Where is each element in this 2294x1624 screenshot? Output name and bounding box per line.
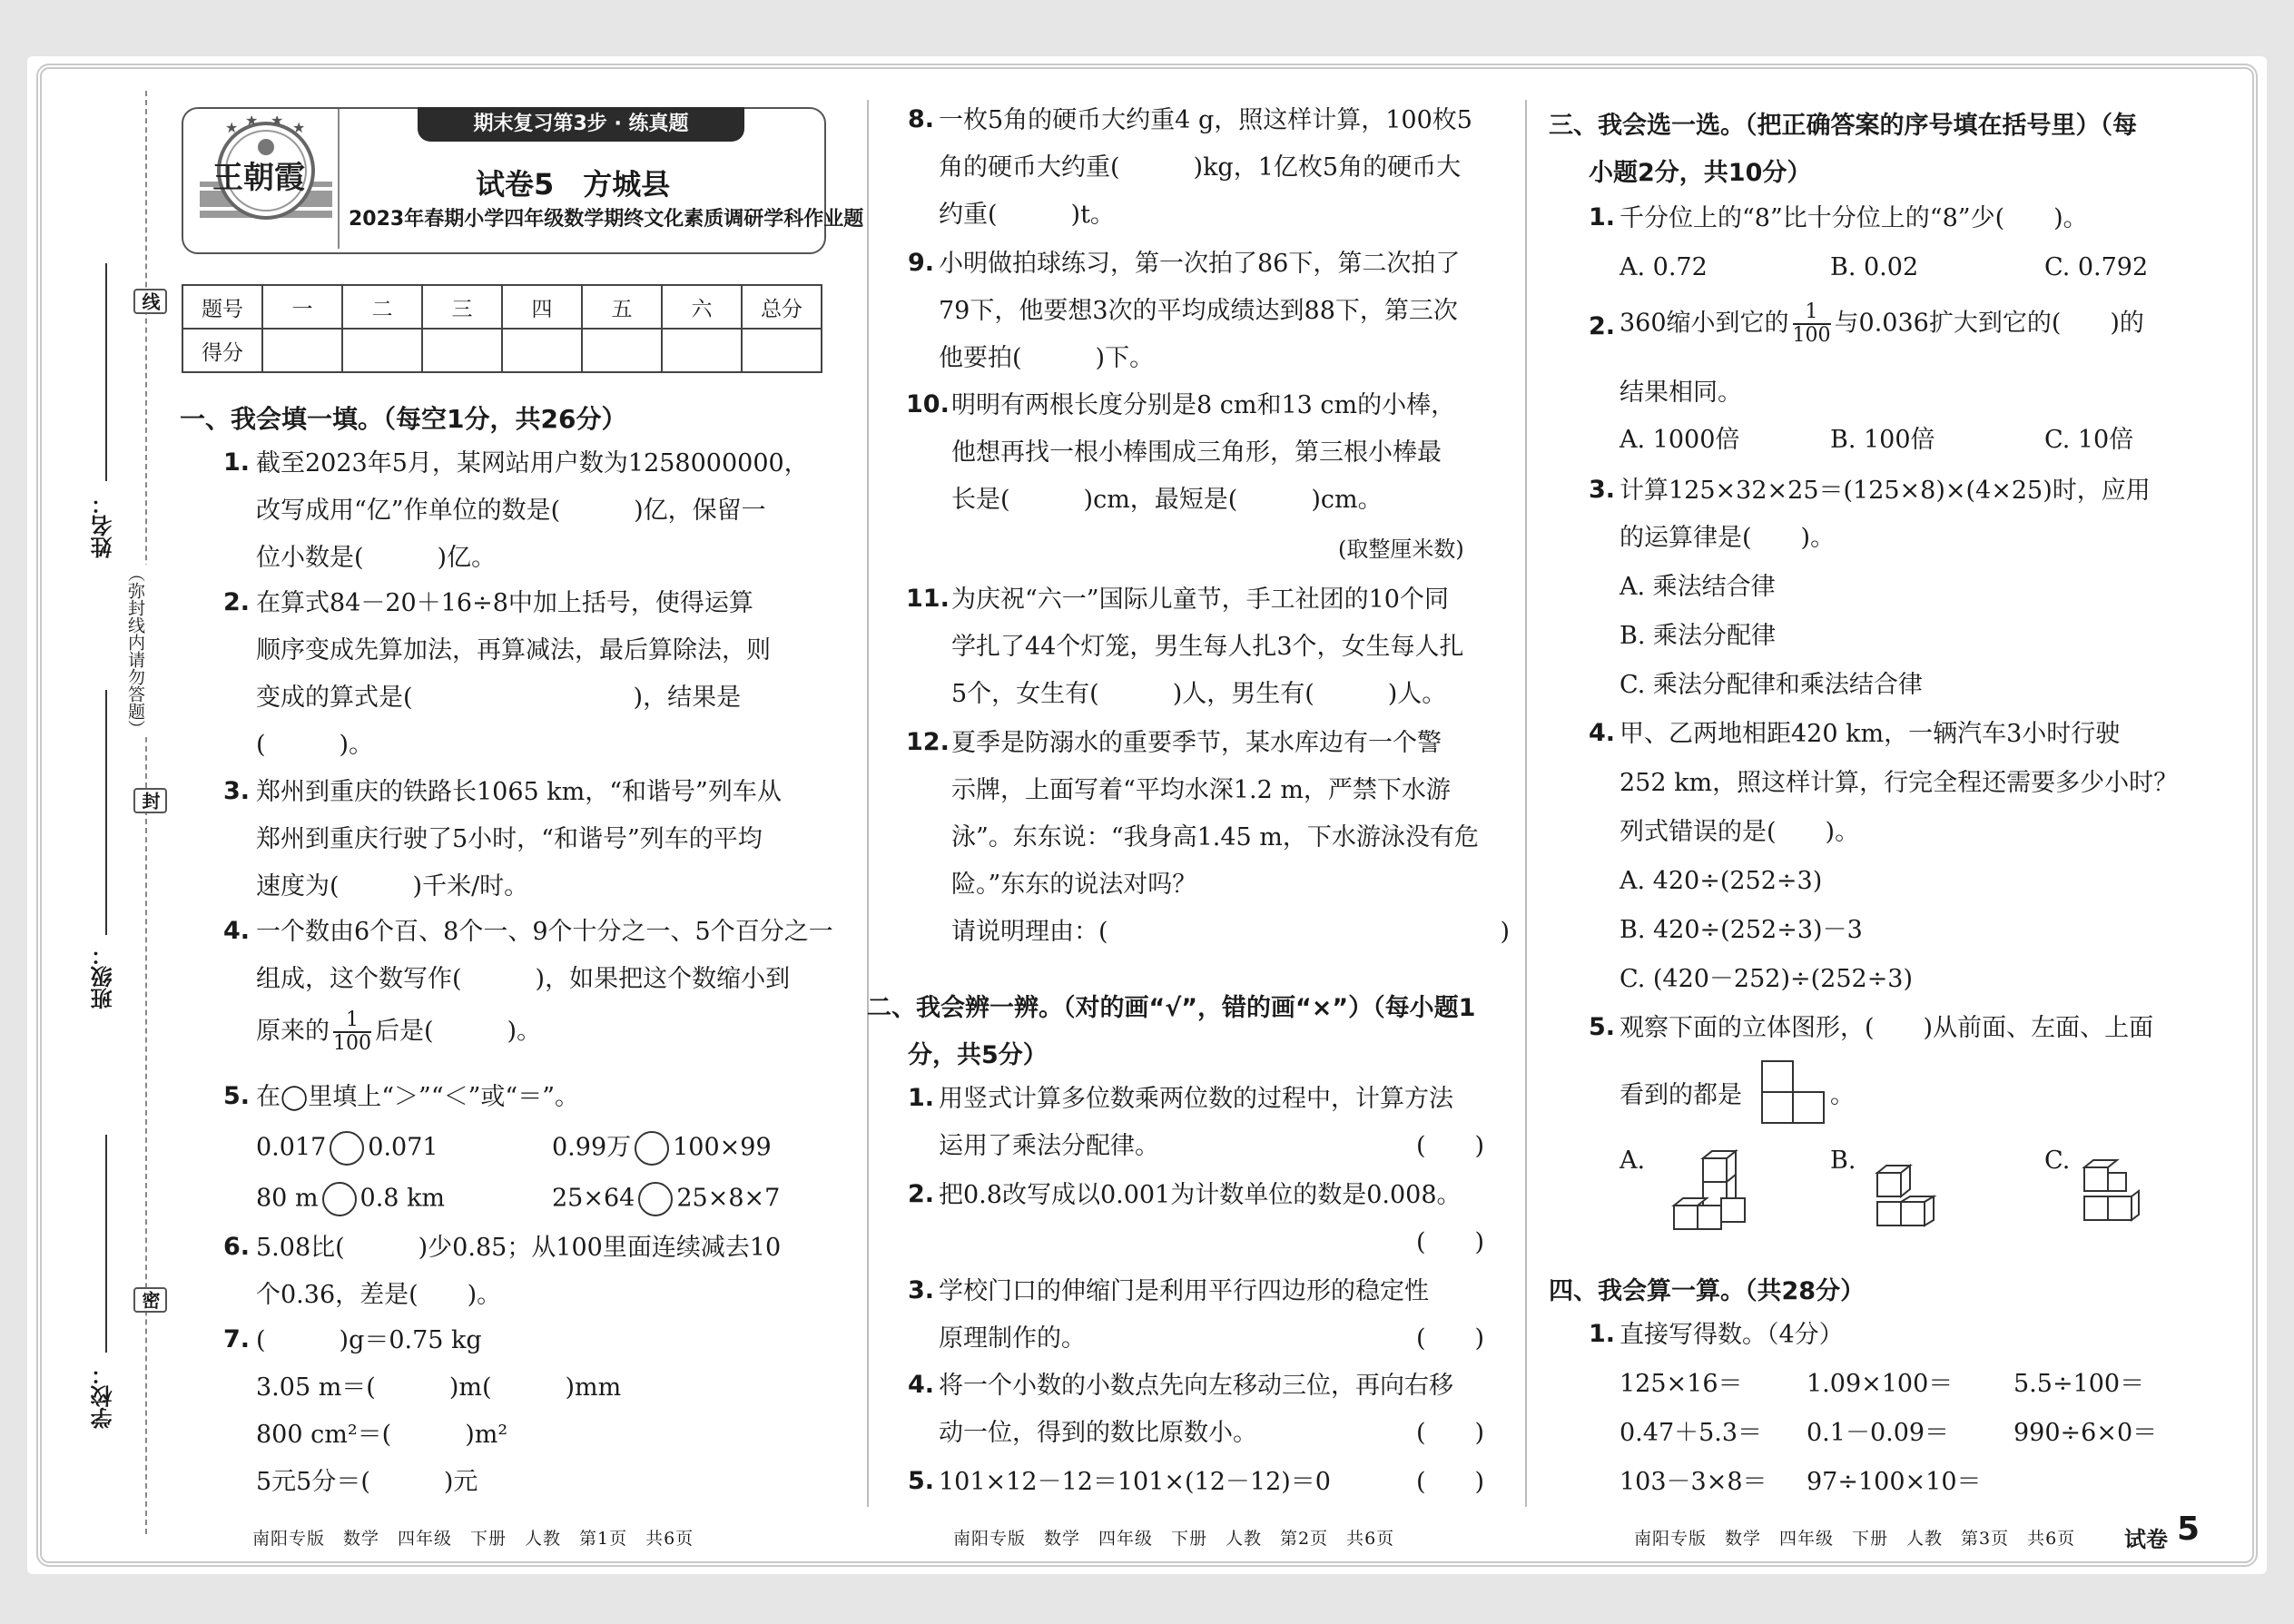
c5-line: 看到的都是 [1620, 1081, 1742, 1109]
q12-line: 示牌，上面写着“平均水深1.2 m，严禁下水游 [951, 776, 1451, 804]
c4-line: 列式错误的是( )。 [1620, 818, 1860, 846]
score-cell[interactable] [662, 329, 742, 372]
q11-line: 学扎了44个灯笼，男生每人扎3个，女生每人扎 [951, 633, 1464, 661]
q1-line: 位小数是( )亿。 [256, 544, 497, 572]
fraction-numerator: 1 [1805, 300, 1818, 323]
q6-number: 6. [223, 1233, 251, 1261]
c4-option-a[interactable]: A. 420÷(252÷3) [1620, 867, 1823, 895]
c1-option-b[interactable]: B. 0.02 [1830, 253, 1919, 281]
q9-line: 79下，他要想3次的平均成绩达到88下，第三次 [939, 297, 1458, 325]
c1-option-a[interactable]: A. 0.72 [1620, 253, 1708, 281]
q5-number: 5. [223, 1082, 251, 1110]
svg-text:★: ★ [292, 119, 306, 136]
footer-page-3: 南阳专版 数学 四年级 下册 人教 第3页 共6页 [1634, 1529, 2076, 1549]
logo-text: 王朝霞 [212, 160, 305, 196]
class-field[interactable] [105, 690, 107, 935]
q11-number: 11. [906, 585, 950, 613]
q5-compare-b [552, 1131, 772, 1166]
school-label: 学校： [91, 1363, 116, 1429]
compare-left: 25×64 [552, 1184, 635, 1213]
fraction-numerator: 1 [346, 1009, 359, 1031]
q2-number: 2. [223, 588, 251, 616]
q4-text: 原来的 [256, 1017, 330, 1046]
q8-line: 角的硬币大约重( )kg，1亿枚5角的硬币大 [939, 153, 1462, 182]
q8-line: 约重( )t。 [939, 201, 1115, 229]
q2-line: 在算式84－20＋16÷8中加上括号，使得运算 [256, 589, 753, 617]
header-divider [338, 109, 340, 249]
q5-compare-d [552, 1182, 780, 1216]
step-banner: 期末复习第3步 · 练真题 [418, 107, 744, 142]
c4-line: 252 km，照这样计算，行完全程还需要多少小时？ [1620, 769, 2179, 797]
q3-line: 郑州到重庆行驶了5小时，“和谐号”列车的平均 [256, 825, 763, 853]
c3-option-b[interactable]: B. 乘法分配律 [1620, 622, 1777, 650]
c3-number: 3. [1589, 476, 1616, 504]
c3-line: 计算125×32×25＝(125×8)×(4×25)时，应用 [1620, 477, 2151, 505]
q9-line: 小明做拍球练习，第一次拍了86下，第二次拍了 [939, 250, 1461, 278]
j5-answer[interactable]: ( ) [1416, 1468, 1485, 1496]
school-field[interactable] [105, 1135, 107, 1353]
j2-number: 2. [908, 1180, 935, 1208]
q4-line: 一个数由6个百、8个一、9个十分之一、5个百分之一 [256, 918, 833, 946]
score-cell[interactable] [742, 329, 822, 372]
c2-text: 360缩小到它的 [1620, 309, 1789, 338]
q4-number: 4. [223, 917, 251, 945]
compare-left: 0.017 [256, 1133, 327, 1162]
section-1-title: 一、我会填一填。（每空1分，共26分） [180, 404, 627, 434]
q12-number: 12. [906, 728, 950, 756]
j3-answer[interactable]: ( ) [1416, 1324, 1485, 1353]
q4-line [256, 1009, 541, 1055]
compare-right: 25×8×7 [676, 1184, 781, 1213]
score-header-cell: 四 [502, 285, 582, 329]
q7-line: 5元5分＝( )元 [256, 1468, 478, 1496]
q1-number: 1. [223, 448, 251, 477]
q10-line: 他想再找一根小棒围成三角形，第三根小棒最 [951, 438, 1442, 467]
q12-line: 泳”。东东说：“我身高1.45 m，下水游泳没有危 [951, 823, 1479, 851]
score-cell[interactable] [422, 329, 502, 372]
compare-left: 80 m [256, 1184, 319, 1213]
paper-tag-label: 试卷 [2124, 1527, 2168, 1552]
q2-line: 变成的算式是( )，结果是 [256, 684, 742, 712]
paper-tag-number: 5 [2177, 1511, 2200, 1548]
q5-line: 在◯里填上“＞”“＜”或“＝”。 [256, 1083, 580, 1111]
score-table [182, 284, 822, 373]
score-header-cell: 三 [422, 285, 502, 329]
c5-option-b-label[interactable]: B. [1830, 1147, 1856, 1175]
paper-subtitle: 2023年春期小学四年级数学期终文化素质调研学科作业题 [349, 208, 864, 231]
c3-line: 的运算律是( )。 [1620, 524, 1836, 552]
c4-option-b[interactable]: B. 420÷(252÷3)－3 [1620, 916, 1863, 944]
q1-line: 截至2023年5月，某网站用户数为1258000000， [256, 449, 809, 477]
q5-compare-a [256, 1131, 438, 1166]
score-header-cell: 一 [262, 285, 342, 329]
s1-line: 直接写得数。（4分） [1620, 1321, 1844, 1349]
score-header-cell: 总分 [742, 285, 822, 329]
calc-item[interactable]: 125×16＝ [1620, 1370, 1743, 1398]
binding-note: （弥封线内请勿答题） [123, 565, 148, 737]
c5-option-c-figure[interactable] [2079, 1146, 2161, 1236]
score-cell[interactable] [342, 329, 422, 372]
j2-line: 把0.8改写成以0.001为计数单位的数是0.008。 [939, 1181, 1462, 1209]
c5-option-a-label[interactable]: A. [1620, 1147, 1646, 1175]
q7-line: ( )g＝0.75 kg [256, 1326, 482, 1354]
compare-right: 0.071 [368, 1133, 438, 1162]
calc-item[interactable]: 1.09×100＝ [1807, 1370, 1954, 1398]
score-header-cell: 题号 [182, 285, 262, 329]
score-value-row [182, 329, 822, 372]
c5-option-b-figure[interactable] [1868, 1146, 1950, 1236]
q3-line: 速度为( )千米/时。 [256, 872, 529, 901]
view-shape-figure [1761, 1060, 1826, 1126]
calc-item[interactable]: 0.47＋5.3＝ [1620, 1419, 1763, 1447]
calc-item[interactable]: 5.5÷100＝ [2013, 1370, 2145, 1398]
paper-title: 试卷5 方城县 [476, 167, 671, 202]
j1-number: 1. [908, 1084, 935, 1112]
compare-left: 0.99万 [552, 1133, 632, 1162]
q6-line: 个0.36，差是( )。 [256, 1281, 502, 1309]
score-row-label: 得分 [182, 329, 262, 372]
section-4-title: 四、我会算一算。（共28分） [1549, 1277, 1866, 1305]
calc-item[interactable]: 990÷6×0＝ [2013, 1419, 2158, 1447]
j5-number: 5. [908, 1467, 935, 1495]
section-2-title: 二、我会辨一辨。（对的画“√”，错的画“×”）（每小题1 [867, 994, 1476, 1022]
c1-option-c[interactable]: C. 0.792 [2044, 253, 2149, 281]
c1-line: 千分位上的“8”比十分位上的“8”少( )。 [1620, 204, 2088, 232]
footer-page-1: 南阳专版 数学 四年级 下册 人教 第1页 共6页 [252, 1529, 694, 1549]
fraction-denominator: 100 [333, 1032, 371, 1055]
compare-right: 0.8 km [359, 1184, 446, 1213]
c2-option-b[interactable]: B. 100倍 [1830, 426, 1935, 454]
j4-answer[interactable]: ( ) [1416, 1419, 1485, 1447]
c1-number: 1. [1589, 203, 1616, 231]
c4-number: 4. [1589, 719, 1616, 747]
score-header-cell: 六 [662, 285, 742, 329]
score-cell[interactable] [262, 329, 342, 372]
calc-item[interactable]: 103－3×8＝ [1620, 1468, 1767, 1496]
score-cell[interactable] [582, 329, 662, 372]
c5-line: 观察下面的立体图形，( )从前面、左面、上面 [1620, 1014, 2154, 1042]
c2-number: 2. [1589, 312, 1616, 340]
binding-line-label: 线 [133, 289, 167, 314]
fraction-denominator: 100 [1792, 324, 1831, 347]
c2-text: 与0.036扩大到它的( )的 [1834, 309, 2144, 338]
q11-line: 5个，女生有( )人，男生有( )人。 [951, 680, 1447, 708]
column-divider [867, 100, 869, 1507]
footer-page-2: 南阳专版 数学 四年级 下册 人教 第2页 共6页 [953, 1529, 1395, 1549]
c5-option-c-label[interactable]: C. [2044, 1147, 2071, 1175]
q4-line: 组成，这个数写作( )，如果把这个数缩小到 [256, 965, 791, 993]
q11-line: 为庆祝“六一”国际儿童节，手工社团的10个同 [951, 586, 1449, 614]
j4-number: 4. [908, 1371, 935, 1399]
q8-line: 一枚5角的硬币大约重4 g，照这样计算，100枚5 [939, 106, 1472, 134]
q10-line: 明明有两根长度分别是8 cm和13 cm的小棒， [951, 391, 1456, 419]
q10-note: (取整厘米数) [1338, 536, 1464, 562]
name-label: 姓名： [91, 493, 116, 558]
class-label: 班级： [91, 944, 116, 1009]
q9-line: 他要拍( )下。 [939, 344, 1155, 372]
j3-number: 3. [908, 1276, 935, 1304]
j4-line: 动一位，得到的数比原数小。 [939, 1419, 1257, 1447]
q4-text: 后是( )。 [375, 1017, 542, 1046]
q9-number: 9. [908, 249, 935, 277]
q5-compare-c [256, 1182, 445, 1216]
q7-line: 800 cm²＝( )m² [256, 1421, 508, 1449]
q12-line: 夏季是防溺水的重要季节，某水库边有一个警 [951, 729, 1442, 757]
j1-answer[interactable]: ( ) [1416, 1132, 1485, 1160]
q6-line: 5.08比( )少0.85；从100里面连续减去10 [256, 1234, 782, 1262]
j4-line: 将一个小数的小数点先向左移动三位，再向右移 [939, 1372, 1453, 1400]
j3-line: 原理制作的。 [939, 1324, 1086, 1353]
j5-line: 101×12－12＝101×(12－12)＝0 [939, 1468, 1331, 1496]
q2-line: 顺序变成先算加法，再算减法，最后算除法，则 [256, 636, 771, 664]
svg-text:★: ★ [225, 119, 239, 136]
section-3-title-cont: 小题2分，共10分） [1589, 159, 1812, 187]
j2-answer[interactable]: ( ) [1416, 1228, 1485, 1256]
score-cell[interactable] [502, 329, 582, 372]
compare-circle[interactable] [322, 1182, 357, 1216]
s1-number: 1. [1589, 1320, 1616, 1348]
score-header-row [182, 285, 822, 329]
c2-option-a[interactable]: A. 1000倍 [1620, 426, 1740, 454]
svg-text:★: ★ [271, 116, 284, 129]
q7-number: 7. [223, 1325, 251, 1353]
c2-line [1620, 301, 2144, 347]
compare-circle[interactable] [638, 1182, 673, 1216]
q2-line: ( )。 [256, 731, 374, 759]
q10-line: 长是( )cm，最短是( )cm。 [951, 486, 1383, 514]
q12-answer[interactable]: 请说明理由：( ) [951, 918, 1511, 946]
compare-circle[interactable] [635, 1131, 669, 1166]
c4-option-c[interactable]: C. (420－252)÷(252÷3) [1620, 965, 1914, 993]
score-header-cell: 二 [342, 285, 422, 329]
c5-number: 5. [1589, 1013, 1616, 1041]
c5-line-end: 。 [1830, 1081, 1855, 1109]
compare-circle[interactable] [330, 1131, 364, 1166]
score-header-cell: 五 [582, 285, 662, 329]
binding-seal-label: 封 [133, 788, 167, 813]
j1-line: 运用了乘法分配律。 [939, 1132, 1159, 1160]
binding-close-label: 密 [133, 1287, 167, 1313]
c5-option-a-figure[interactable] [1661, 1146, 1752, 1236]
c4-line: 甲、乙两地相距420 km，一辆汽车3小时行驶 [1620, 720, 2121, 748]
name-field[interactable] [105, 263, 107, 481]
compare-right: 100×99 [673, 1133, 772, 1162]
column-divider [1525, 100, 1527, 1507]
j3-line: 学校门口的伸缩门是利用平行四边形的稳定性 [939, 1277, 1429, 1305]
c2-line: 结果相同。 [1620, 379, 1742, 407]
c2-fraction [1793, 301, 1831, 347]
svg-text:★: ★ [245, 116, 259, 129]
q7-line: 3.05 m＝( )m( )mm [256, 1373, 622, 1402]
q4-fraction [333, 1009, 371, 1055]
q3-number: 3. [223, 777, 251, 805]
section-3-title: 三、我会选一选。（把正确答案的序号填在括号里）（每 [1549, 112, 2137, 140]
section-2-title-cont: 分，共5分） [908, 1041, 1048, 1069]
q1-line: 改写成用“亿”作单位的数是( )亿，保留一 [256, 497, 766, 525]
q12-line: 险。”东东的说法对吗？ [951, 871, 1197, 899]
j1-line: 用竖式计算多位数乘两位数的过程中，计算方法 [939, 1085, 1453, 1113]
q8-number: 8. [908, 105, 935, 133]
calc-item[interactable]: 0.1－0.09＝ [1807, 1419, 1950, 1447]
c2-option-c[interactable]: C. 10倍 [2044, 426, 2134, 454]
c3-option-c[interactable]: C. 乘法分配律和乘法结合律 [1620, 671, 1923, 699]
q3-line: 郑州到重庆的铁路长1065 km，“和谐号”列车从 [256, 778, 782, 806]
c3-option-a[interactable]: A. 乘法结合律 [1620, 573, 1776, 601]
calc-item[interactable]: 97÷100×10＝ [1807, 1468, 1982, 1496]
q10-number: 10. [906, 390, 950, 418]
